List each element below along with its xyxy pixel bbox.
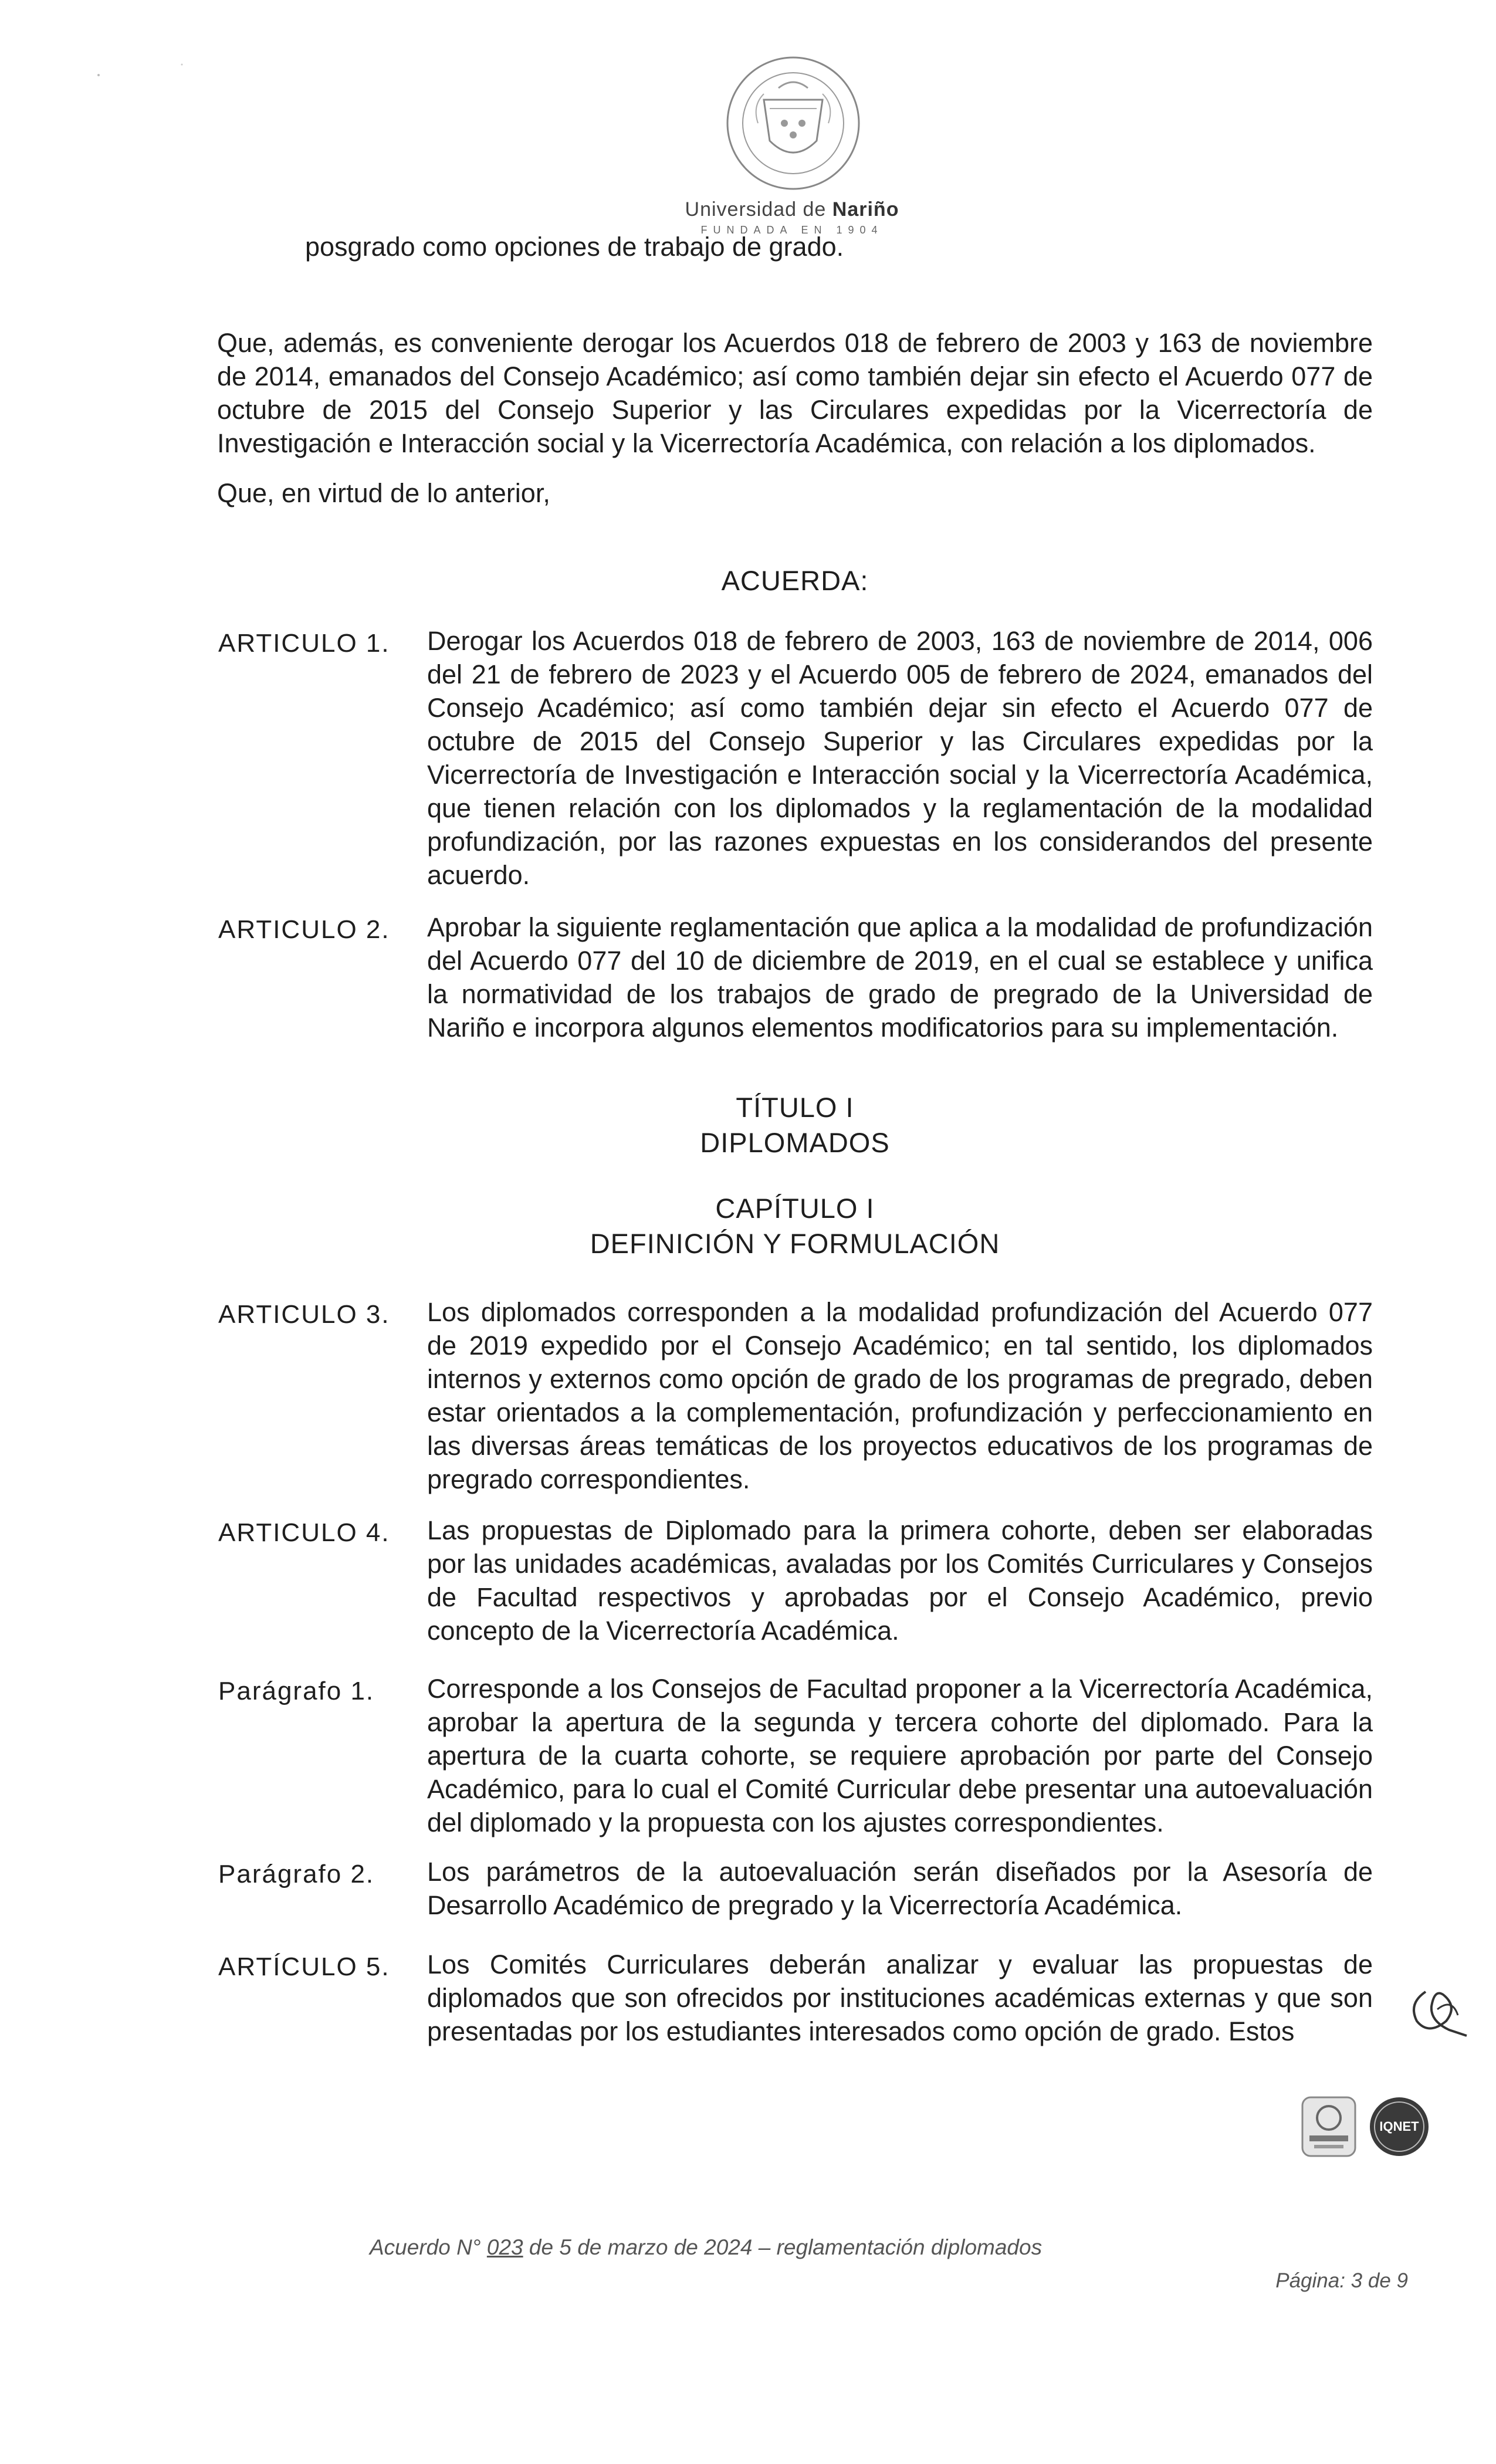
scan-marks xyxy=(88,59,205,94)
signature-mark xyxy=(1402,1980,1478,2045)
article-text: Derogar los Acuerdos 018 de febrero de 2003, 163 de noviembre de 2014, 006 del 21 de febrero de 2023 y el Acuerdo 005 de febrero de 2024, emanados del Consejo Académico; así como también dejar sin efecto el Acuerdo 077 de octubre de 2015 del Consejo Superior y las Circulares expedidas por la Vicerrectoría de Investigación e Interacción social y la Vicerrectoría Académica, que tienen relación con los diplomados y la reglamentación de la modalidad profundización, por las razones expuestas en los considerandos del presente acuerdo. xyxy=(427,626,1373,890)
certification-icon xyxy=(1297,2094,1361,2159)
paragraph-text: Corresponde a los Consejos de Facultad proponer a la Vicerrectoría Académica, aprobar la apertura de la segunda y tercera cohorte del diplomado. Para la apertura de la cuarta cohorte, se requiere aprobación por parte del Consejo Académico, para lo cual el Comité Curricular debe presentar una autoevaluación del diplomado y la propuesta con los ajustes correspondientes. xyxy=(427,1674,1373,1837)
article-text: Los diplomados corresponden a la modalidad profundización del Acuerdo 077 de 2019 expedido por el Consejo Académico; en tal sentido, los diplomados internos y externos como opción de grado de los programas de pregrado, deben estar orientados a la complementación, profundización y perfeccionamiento en las diversas áreas temáticas de los proyectos educativos de los programas de pregrado correspondientes. xyxy=(427,1297,1373,1494)
article-label: ARTICULO 2. xyxy=(218,915,390,944)
article-text: Las propuestas de Diplomado para la primera cohorte, deben ser elaboradas por las unidades académicas, avaladas por los Comités Curriculares y Consejos de Facultad respectivos y aprobadas por el Consejo Académico, previo concepto de la Vicerrectoría Académica. xyxy=(427,1515,1373,1646)
chapter-subheading: DEFINICIÓN Y FORMULACIÓN xyxy=(590,1228,1000,1259)
footer-prefix: Acuerdo N° xyxy=(370,2235,481,2259)
article-text: Aprobar la siguiente reglamentación que aplica a la modalidad de profundización del Acuerdo 077 del 10 de diciembre de 2019, en el cual se establece y unifica la normatividad de los trabajos de grado de pregrado de la Universidad de Nariño e incorpora algunos elementos modificatorios para su implementación. xyxy=(427,912,1373,1043)
article-label: ARTICULO 1. xyxy=(218,629,390,658)
founded-line: FUNDADA EN 1904 xyxy=(700,224,884,236)
considerando-paragraph: Que, además, es conveniente derogar los Acuerdos 018 de febrero de 2003 y 163 de noviembre de 2014, emanados del Consejo Académico; así como también dejar sin efecto el Acuerdo 077 de octubre de 2015 del Consejo Superior y las Circulares expedidas por la Vicerrectoría de Investigación e Interacción social y la Vicerrectoría Académica, con relación a los diplomados. xyxy=(217,328,1373,458)
paragraph-text: Los parámetros de la autoevaluación serán diseñados por la Asesoría de Desarrollo Académico de pregrado y la Vicerrectoría Académica. xyxy=(427,1857,1373,1920)
footer-suffix: de 5 de marzo de 2024 – reglamentación diplomados xyxy=(529,2235,1043,2259)
university-name-prefix: Universidad de xyxy=(685,198,827,221)
page-number: Página: 3 de 9 xyxy=(1275,2269,1408,2292)
paragraph-label: Parágrafo 2. xyxy=(218,1860,375,1888)
university-name xyxy=(663,198,921,221)
university-seal-icon xyxy=(723,53,864,194)
agreement-number: 023 xyxy=(486,2235,523,2259)
article-label: ARTICULO 4. xyxy=(218,1518,390,1547)
university-name-main: Nariño xyxy=(832,198,899,221)
article-label: ARTICULO 3. xyxy=(218,1300,390,1329)
title-heading: TÍTULO I xyxy=(736,1092,854,1123)
footer-reference xyxy=(370,2235,1191,2260)
article-text: Los Comités Curriculares deberán analizar y evaluar las propuestas de diplomados que son ofrecidos por instituciones académicas externas y que son presentadas por los estudiantes interesados como opción de grado. Estos xyxy=(427,1949,1373,2046)
continuation-text: posgrado como opciones de trabajo de grado. xyxy=(305,232,844,262)
considerando-closing: Que, en virtud de lo anterior, xyxy=(217,478,550,508)
chapter-heading: CAPÍTULO I xyxy=(715,1193,875,1224)
iqnet-label: IQNET xyxy=(1379,2119,1419,2134)
acuerda-heading: ACUERDA: xyxy=(721,565,869,596)
iqnet-icon xyxy=(1367,2094,1431,2159)
article-label: ARTÍCULO 5. xyxy=(218,1952,390,1981)
title-subheading: DIPLOMADOS xyxy=(700,1127,890,1158)
paragraph-label: Parágrafo 1. xyxy=(218,1677,375,1705)
